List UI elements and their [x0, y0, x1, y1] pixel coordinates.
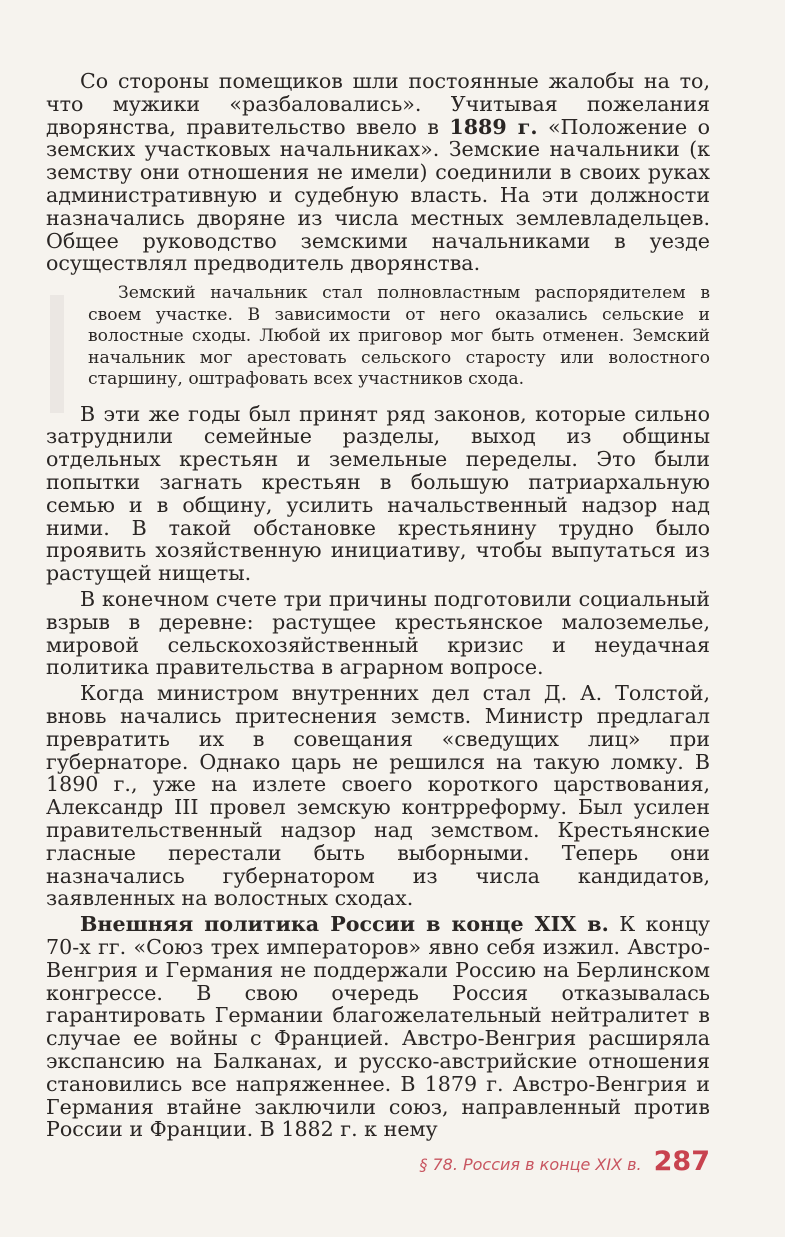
page-number: 287 [653, 1146, 710, 1177]
sidebar-text: Земский начальник стал полновластным распорядителем в своем участке. В зависимости от него оказались сельские и волостные сходы. Любой их приговор мог быть отменен. Земский начальник мог арестовать сельского старосту или волостного старшину, оштрафовать всех участников схода. [88, 283, 710, 390]
paragraph-1-start: Со стороны помещиков шли постоянные жалобы на то, что мужики «разбаловались». Учитывая пожелания дворянства, правительство ввело в [46, 69, 710, 139]
paragraph-5 [46, 913, 710, 1141]
paragraph-4: Когда министром внутренних дел стал Д. А. Толстой, вновь начались притеснения земств. Министр предлагал превратить их в совещания «сведущих лиц» при губернаторе. Однако царь не решился на такую ломку. В 1890 г., уже на излете своего короткого царствования, Александр III провел земскую контрреформу. Был усилен правительственный надзор над земством. Крестьянские гласные перестали быть выборными. Теперь они назначались губернатором из числа кандидатов, заявленных на волостных сходах. [46, 681, 710, 911]
paragraph-1-year: 1889 г. [449, 114, 538, 139]
page-body [46, 70, 710, 1141]
chapter-label: § 78. Россия в конце XIX в. [419, 1155, 642, 1174]
sidebar-note [46, 283, 710, 391]
paragraph-3: В конечном счете три причины подготовили социальный взрыв в деревне: растущее крестьянское малоземелье, мировой сельскохозяйственный кризис и неудачная политика правительства в аграрном вопросе. [46, 587, 710, 680]
paragraph-1 [46, 70, 710, 275]
page-footer [419, 1146, 710, 1177]
sidebar-marker [50, 295, 64, 413]
section-heading: Внешняя политика России в конце XIX в. [80, 912, 609, 937]
paragraph-2: В эти же годы был принят ряд законов, которые сильно затруднили семейные разделы, выход из общины отдельных крестьян и земельные переделы. Это были попытки загнать крестьян в большую патриархальную семью и в общину, усилить начальственный надзор над ними. В такой обстановке крестьянину трудно было проявить хозяйственную инициативу, чтобы выпутаться из растущей нищеты. [46, 401, 710, 586]
paragraph-5-text: К концу 70-х гг. «Союз трех императоров» явно себя изжил. Австро-Венгрия и Германия не поддержали Россию на Берлинском конгрессе. В свою очередь Россия отказывалась гарантировать Германии благожелательный нейтралитет в случае ее войны с Францией. Австро-Венгрия расширяла экспансию на Балканах, и русско-австрийские отношения становились все напряженнее. В 1879 г. Австро-Венгрия и Германия втайне заключили союз, направленный против России и Франции. В 1882 г. к нему [46, 912, 711, 1142]
paragraph-1-end: «Положение о земских участковых начальниках». Земские начальники (к земству они отношения не имели) соединили в своих руках административную и судебную власть. На эти должности назначались дворяне из числа местных землевладельцев. Общее руководство земскими начальниками в уезде осуществлял предводитель дворянства. [46, 114, 710, 276]
